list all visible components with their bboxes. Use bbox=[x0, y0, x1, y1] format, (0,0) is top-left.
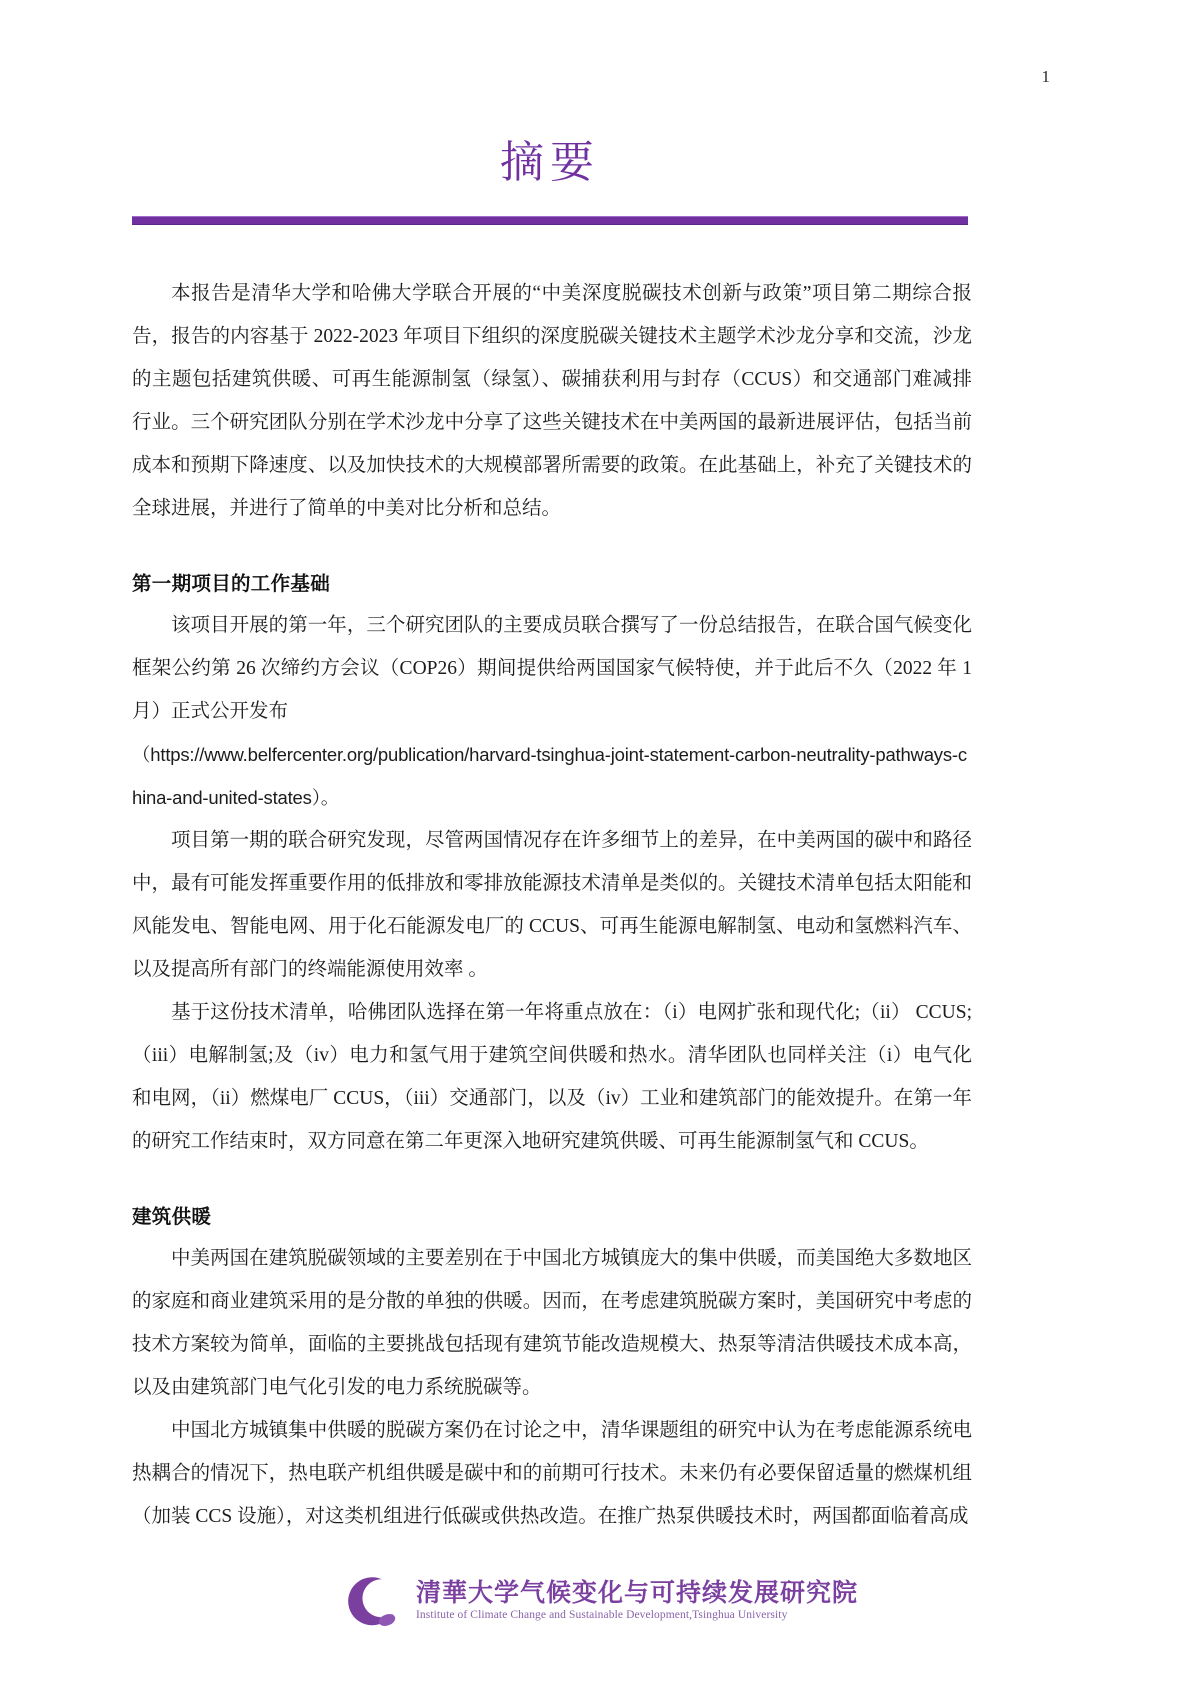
institute-logo bbox=[342, 1570, 858, 1632]
title-divider bbox=[132, 216, 968, 225]
logo-text bbox=[416, 1580, 858, 1622]
intro-paragraph: 本报告是清华大学和哈佛大学联合开展的“中美深度脱碳技术创新与政策”项目第二期综合报告，报告的内容基于 2022-2023 年项目下组织的深度脱碳关键技术主题学术沙龙分享和交流，沙龙的主题包括建筑供暖、可再生能源制氢（绿氢）、碳捕获利用与封存（CCUS）和交通部门难减排行业。三个研究团队分别在学术沙龙中分享了这些关键技术在中美两国的最新进展评估，包括当前成本和预期下降速度、以及加快技术的大规模部署所需要的政策。在此基础上，补充了关键技术的全球进展，并进行了简单的中美对比分析和总结。 bbox=[132, 283, 972, 519]
building-heating-paragraph-1: 中美两国在建筑脱碳领域的主要差别在于中国北方城镇庞大的集中供暖，而美国绝大多数地区的家庭和商业建筑采用的是分散的单独的供暖。因而，在考虑建筑脱碳方案时，美国研究中考虑的技术方案较为简单，面临的主要挑战包括现有建筑节能改造规模大、热泵等清洁供暖技术成本高，以及由建筑部门电气化引发的电力系统脱碳等。 bbox=[132, 1248, 972, 1398]
section-heading-phase-one: 第一期项目的工作基础 bbox=[132, 573, 331, 595]
section-heading-building-heating: 建筑供暖 bbox=[132, 1206, 212, 1228]
page-title: 摘要 bbox=[500, 138, 600, 187]
building-heating-paragraph-2: 中国北方城镇集中供暖的脱碳方案仍在讨论之中，清华课题组的研究中认为在考虑能源系统电热耦合的情况下，热电联产机组供暖是碳中和的前期可行技术。未来仍有必要保留适量的燃煤机组（加装 CCS 设施），对这类机组进行低碳或供热改造。在推广热泵供暖技术时，两国都面临着高成 bbox=[132, 1420, 972, 1527]
logo-c-mark bbox=[342, 1570, 404, 1632]
phase-one-paragraph-3: 基于这份技术清单，哈佛团队选择在第一年将重点放在：（i）电网扩张和现代化;（ii） CCUS;（iii）电解制氢;及（iv）电力和氢气用于建筑空间供暖和热水。清华团队也同样关注（i）电气化和电网，（ii）燃煤电厂 CCUS，（iii）交通部门，以及（iv）工业和建筑部门的能效提升。在第一年的研究工作结束时，双方同意在第二年更深入地研究建筑供暖、可再生能源制氢气和 CCUS。 bbox=[132, 1002, 972, 1152]
phase-one-url[interactable]: （https://www.belfercenter.org/publication/harvard-tsinghua-joint-statement-carbon-neutrality-pathways-china-and-united-states）。 bbox=[132, 744, 967, 808]
phase-one-paragraph-1: 该项目开展的第一年，三个研究团队的主要成员联合撰写了一份总结报告，在联合国气候变化框架公约第 26 次缔约方会议（COP26）期间提供给两国国家气候特使，并于此后不久（2022 年 1 月）正式公开发布 bbox=[132, 615, 972, 722]
logo-title-en: Institute of Climate Change and Sustainable Development,Tsinghua University bbox=[415, 1609, 788, 1622]
phase-one-paragraph-2: 项目第一期的联合研究发现，尽管两国情况存在许多细节上的差异，在中美两国的碳中和路径中，最有可能发挥重要作用的低排放和零排放能源技术清单是类似的。关键技术清单包括太阳能和风能发电、智能电网、用于化石能源发电厂的 CCUS、可再生能源电解制氢、电动和氢燃料汽车、以及提高所有部门的终端能源使用效率 。 bbox=[132, 830, 972, 980]
document-body bbox=[132, 272, 972, 1538]
page-footer bbox=[0, 1570, 1200, 1632]
logo-title-cn: 清華大学气候变化与可持续发展研究院 bbox=[415, 1578, 858, 1607]
page-number: 1 bbox=[1041, 67, 1050, 86]
